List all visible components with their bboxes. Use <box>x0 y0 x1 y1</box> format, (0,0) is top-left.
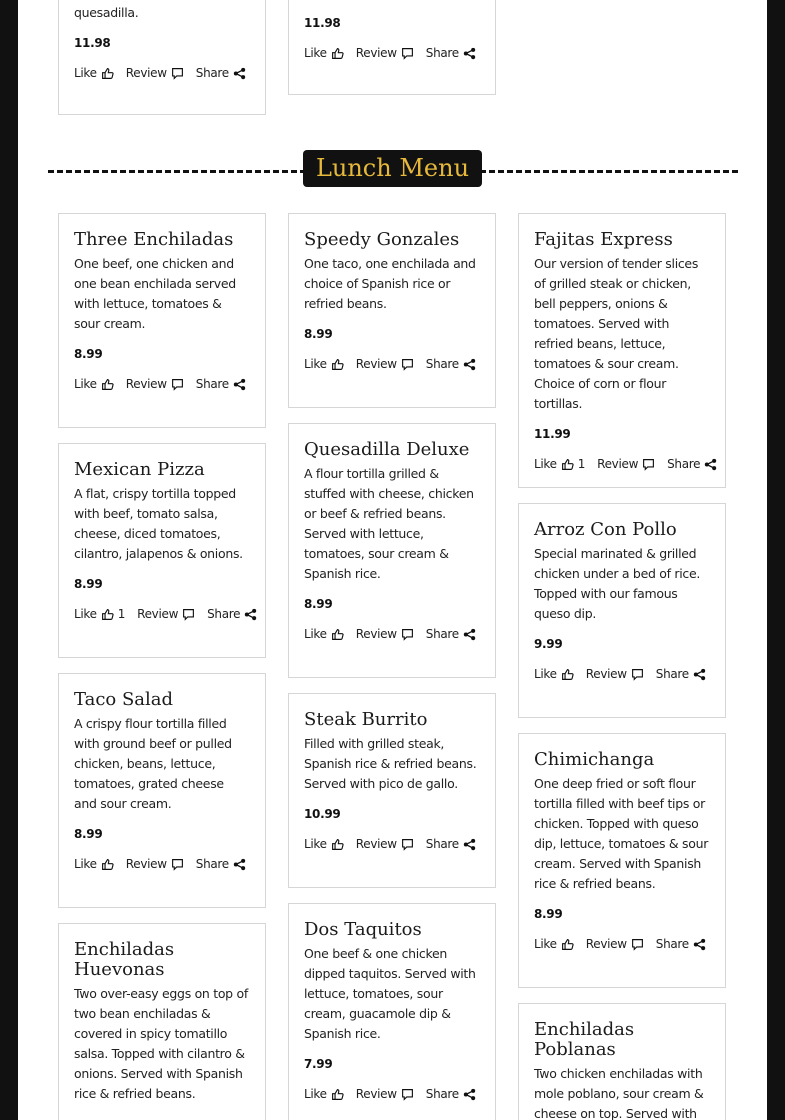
like-button[interactable]: Like <box>304 627 344 641</box>
menu-card-speedy-gonzales <box>288 213 496 408</box>
thumbs-up-icon <box>101 858 114 871</box>
item-name: Enchiladas Huevonas <box>74 939 175 980</box>
thumbs-up-icon <box>101 378 114 391</box>
item-price: 11.99 <box>534 427 571 441</box>
share-button[interactable]: Share <box>207 607 257 621</box>
item-actions <box>74 604 250 624</box>
comment-icon <box>642 458 655 471</box>
thumbs-up-icon <box>561 458 574 471</box>
menu-card-steak-burrito <box>288 693 496 888</box>
share-icon <box>233 858 246 871</box>
menu-card-fajitas-express <box>518 213 726 488</box>
share-button[interactable]: Share <box>426 1087 476 1101</box>
like-button[interactable]: Like 1 <box>74 607 126 621</box>
item-name: Chimichanga <box>534 749 655 770</box>
item-price: 10.99 <box>304 807 341 821</box>
review-button[interactable]: Review <box>356 46 414 60</box>
review-button[interactable]: Review <box>356 837 414 851</box>
share-icon <box>463 1088 476 1101</box>
thumbs-up-icon <box>331 628 344 641</box>
like-button[interactable]: Like <box>534 667 574 681</box>
comment-icon <box>401 628 414 641</box>
comment-icon <box>401 1088 414 1101</box>
share-button[interactable]: Share <box>426 837 476 851</box>
item-description: One beef & one chicken dipped taquitos. Served with lettuce, tomatoes, sour cream, guacamole dip & Spanish rice. <box>304 946 476 1041</box>
section-title: Lunch Menu <box>303 150 482 187</box>
menu-card-taco-salad <box>58 673 266 908</box>
review-button[interactable]: Review <box>126 66 184 80</box>
comment-icon <box>631 938 644 951</box>
review-button[interactable]: Review <box>356 627 414 641</box>
item-actions <box>304 624 480 644</box>
item-actions <box>534 934 710 954</box>
item-description: One beef, one chicken and one bean enchilada served with lettuce, tomatoes & sour cream. <box>74 256 236 331</box>
share-button[interactable]: Share <box>656 937 706 951</box>
item-description: Filled with grilled steak, Spanish rice & refried beans. Served with pico de gallo. <box>304 736 477 791</box>
item-name: Three Enchiladas <box>74 229 234 250</box>
item-name: Quesadilla Deluxe <box>304 439 470 460</box>
comment-icon <box>401 47 414 60</box>
item-price: 9.99 <box>534 637 563 651</box>
menu-card-enchiladas-poblanas <box>518 1003 726 1120</box>
menu-card-dos-taquitos <box>288 903 496 1120</box>
item-price: 8.99 <box>304 327 333 341</box>
like-button[interactable]: Like <box>304 357 344 371</box>
like-button[interactable]: Like <box>534 937 574 951</box>
review-button[interactable]: Review <box>137 607 195 621</box>
comment-icon <box>171 378 184 391</box>
item-price: 8.99 <box>74 577 103 591</box>
menu-card-partial-2 <box>288 0 496 95</box>
share-button[interactable]: Share <box>426 46 476 60</box>
comment-icon <box>401 358 414 371</box>
item-description: One deep fried or soft flour tortilla filled with beef tips or chicken. Topped with queso dip, lettuce, tomatoes & sour cream. Served with Spanish rice & refried beans. <box>534 776 709 891</box>
review-button[interactable]: Review <box>126 377 184 391</box>
menu-page <box>18 0 767 1120</box>
item-description: Two over-easy eggs on top of two bean enchiladas & covered in spicy tomatillo salsa. Topped with cilantro & onions. Served with Spanish rice & refried beans. <box>74 986 248 1101</box>
thumbs-up-icon <box>561 938 574 951</box>
share-button[interactable]: Share <box>426 627 476 641</box>
item-price: 8.99 <box>534 907 563 921</box>
share-icon <box>693 938 706 951</box>
item-actions <box>74 63 250 83</box>
review-button[interactable]: Review <box>356 357 414 371</box>
item-name: Speedy Gonzales <box>304 229 460 250</box>
review-button[interactable]: Review <box>586 667 644 681</box>
share-icon <box>693 668 706 681</box>
item-price: 7.99 <box>304 1057 333 1071</box>
item-price: 11.98 <box>304 16 341 30</box>
share-button[interactable]: Share <box>667 457 717 471</box>
like-count: 1 <box>117 607 126 621</box>
review-button[interactable]: Review <box>126 857 184 871</box>
like-button[interactable]: Like 1 <box>534 457 586 471</box>
like-button[interactable]: Like <box>74 66 114 80</box>
review-button[interactable]: Review <box>586 937 644 951</box>
item-actions <box>304 354 480 374</box>
menu-card-partial-1 <box>58 0 266 115</box>
thumbs-up-icon <box>331 47 344 60</box>
item-name: Arroz Con Pollo <box>534 519 677 540</box>
like-button[interactable]: Like <box>74 857 114 871</box>
menu-card-chimichanga <box>518 733 726 988</box>
item-price: 8.99 <box>74 347 103 361</box>
menu-card-three-enchiladas <box>58 213 266 428</box>
thumbs-up-icon <box>101 67 114 80</box>
item-actions <box>304 1084 480 1104</box>
comment-icon <box>171 67 184 80</box>
item-description: One taco, one enchilada and choice of Spanish rice or refried beans. <box>304 256 476 311</box>
review-button[interactable]: Review <box>356 1087 414 1101</box>
share-button[interactable]: Share <box>656 667 706 681</box>
item-description: A flat, crispy tortilla topped with beef, tomato salsa, cheese, diced tomatoes, cilantro, jalapenos & onions. <box>74 486 243 561</box>
comment-icon <box>171 858 184 871</box>
item-actions <box>74 374 250 394</box>
item-actions <box>304 43 480 63</box>
share-icon <box>463 358 476 371</box>
comment-icon <box>401 838 414 851</box>
item-name: Taco Salad <box>74 689 174 710</box>
item-description: Special marinated & grilled chicken under a bed of rice. Topped with our famous queso dip. <box>534 546 701 621</box>
menu-card-enchiladas-huevonas <box>58 923 266 1120</box>
item-name: Enchiladas Poblanas <box>534 1019 635 1060</box>
like-button[interactable]: Like <box>74 377 114 391</box>
share-button[interactable]: Share <box>196 377 246 391</box>
like-button[interactable]: Like <box>304 837 344 851</box>
item-price: 8.99 <box>74 827 103 841</box>
thumbs-up-icon <box>561 668 574 681</box>
item-description: A flour tortilla grilled & stuffed with cheese, chicken or beef & refried beans. Served with lettuce, tomatoes, sour cream & Spanish rice. <box>304 466 474 581</box>
item-actions <box>534 664 710 684</box>
like-button[interactable]: Like <box>304 46 344 60</box>
item-description: Two chicken enchiladas with mole poblano, sour cream & cheese on top. Served with <box>534 1066 704 1120</box>
thumbs-up-icon <box>331 358 344 371</box>
menu-card-quesadilla-deluxe <box>288 423 496 678</box>
share-button[interactable]: Share <box>196 857 246 871</box>
item-description: Our version of tender slices of grilled steak or chicken, bell peppers, onions & tomatoes. Served with refried beans, lettuce, tomatoes & sour cream. Choice of corn or flour tortillas. <box>534 256 699 411</box>
menu-card-mexican-pizza <box>58 443 266 658</box>
share-icon <box>463 628 476 641</box>
item-name: Dos Taquitos <box>304 919 422 940</box>
share-button[interactable]: Share <box>196 66 246 80</box>
item-description: A crispy flour tortilla filled with ground beef or pulled chicken, beans, lettuce, tomatoes, grated cheese and sour cream. <box>74 716 232 811</box>
share-icon <box>244 608 257 621</box>
share-button[interactable]: Share <box>426 357 476 371</box>
item-price: 11.98 <box>74 36 111 50</box>
thumbs-up-icon <box>331 1088 344 1101</box>
share-icon <box>233 378 246 391</box>
item-actions <box>534 454 710 474</box>
like-button[interactable]: Like <box>304 1087 344 1101</box>
item-name: Fajitas Express <box>534 229 673 250</box>
thumbs-up-icon <box>331 838 344 851</box>
item-name: Mexican Pizza <box>74 459 205 480</box>
like-count: 1 <box>577 457 586 471</box>
comment-icon <box>182 608 195 621</box>
menu-card-arroz-con-pollo <box>518 503 726 718</box>
share-icon <box>704 458 717 471</box>
share-icon <box>233 67 246 80</box>
review-button[interactable]: Review <box>597 457 655 471</box>
item-name: Steak Burrito <box>304 709 428 730</box>
item-price: 8.99 <box>304 597 333 611</box>
share-icon <box>463 838 476 851</box>
item-actions <box>304 834 480 854</box>
share-icon <box>463 47 476 60</box>
comment-icon <box>631 668 644 681</box>
thumbs-up-icon <box>101 608 114 621</box>
item-description: quesadilla. <box>74 5 139 20</box>
item-actions <box>74 854 250 874</box>
